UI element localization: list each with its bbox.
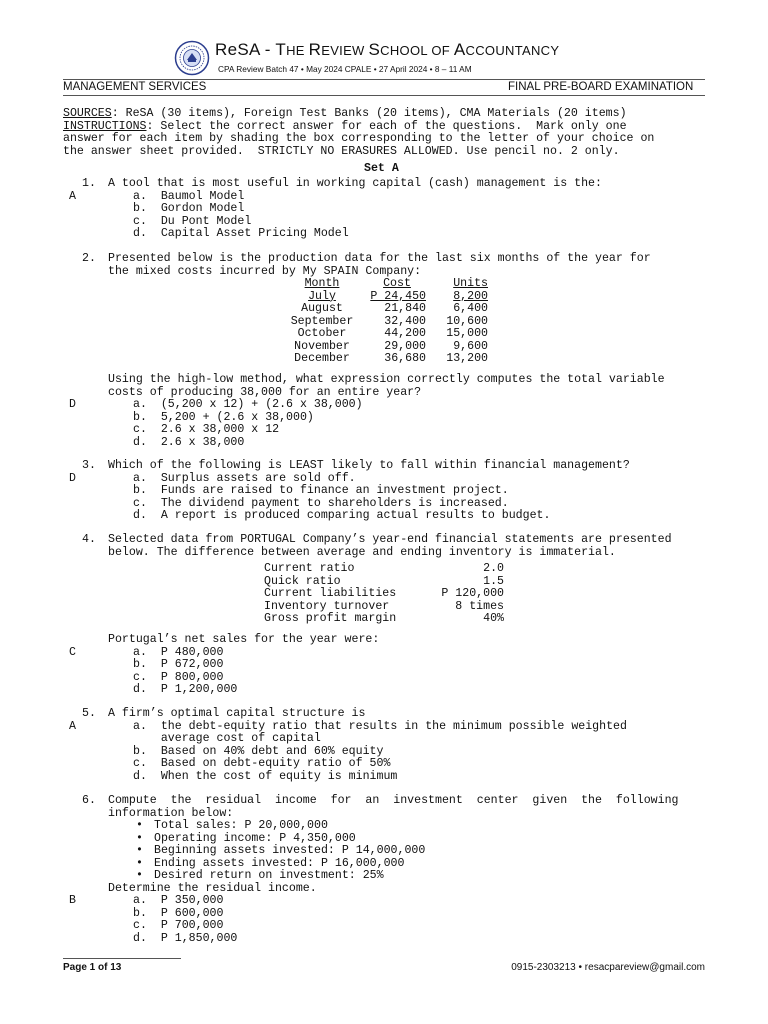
choice: b. P 600,000 — [133, 906, 224, 920]
exam-details: CPA Review Batch 47 • May 2024 CPALE • 27 April 2024 • 8 – 11 AM — [218, 64, 472, 74]
question-stem: information below: — [108, 806, 234, 820]
data-value: 40% — [483, 612, 504, 625]
table-cell: July — [308, 289, 336, 303]
bullet-icon: • — [136, 844, 143, 857]
data-value: P 120,000 — [441, 587, 504, 600]
question-stem: Which of the following is LEAST likely to fall within financial management? — [108, 459, 630, 472]
question-text: Using the high-low method, what expression correctly computes the total variable — [108, 373, 665, 386]
data-value: 1.5 — [483, 574, 504, 588]
question-number: 4. — [82, 533, 96, 546]
bullet-icon: • — [136, 869, 143, 882]
question-stem: the mixed costs incurred by My SPAIN Company: — [108, 264, 422, 278]
bullet-icon: • — [136, 856, 143, 870]
instructions-line: INSTRUCTIONS: Select the correct answer for each of the questions. Mark only one — [63, 119, 627, 133]
table-cell: September — [290, 314, 354, 328]
table-cell: 32,400 — [384, 314, 426, 328]
table-cell: November — [294, 339, 350, 353]
header-rule-top — [63, 79, 705, 80]
choice: d. P 1,200,000 — [133, 683, 238, 696]
footer-rule — [63, 958, 181, 959]
choice: c. 2.6 x 38,000 x 12 — [133, 423, 280, 436]
choice: b. Based on 40% debt and 60% equity — [133, 744, 384, 758]
answer-key: C — [69, 645, 76, 659]
exam-name: FINAL PRE-BOARD EXAMINATION — [508, 81, 694, 93]
resa-seal-icon — [174, 40, 210, 76]
choice: d. P 1,850,000 — [133, 931, 238, 945]
choice: b. P 672,000 — [133, 658, 224, 671]
contact-info: 0915-2303213 • resacpareview@gmail.com — [511, 962, 705, 973]
choice: d. Capital Asset Pricing Model — [133, 227, 349, 240]
table-cell: August — [301, 302, 343, 315]
bullet-icon: • — [136, 819, 143, 832]
choice: d. 2.6 x 38,000 — [133, 435, 245, 449]
data-label: Current liabilities — [264, 587, 397, 600]
question-stem: Selected data from PORTUGAL Company’s year-end financial statements are presented — [108, 533, 672, 546]
choice: c. Du Pont Model — [133, 214, 252, 228]
table-cell: 29,000 — [384, 339, 426, 353]
answer-key: B — [69, 894, 76, 907]
choice: a. P 480,000 — [133, 645, 224, 659]
answer-key: D — [69, 398, 76, 411]
page-number: Page 1 of 13 — [63, 962, 122, 973]
table-cell: 10,600 — [446, 314, 488, 328]
instructions-line-3: the answer sheet provided. STRICTLY NO ERASURES ALLOWED. Use pencil no. 2 only. — [63, 144, 620, 158]
instructions-line-2: answer for each item by shading the box corresponding to the letter of your choice on — [63, 132, 655, 145]
question-stem: A firm’s optimal capital structure is — [108, 707, 366, 720]
choice: a. (5,200 x 12) + (2.6 x 38,000) — [133, 398, 363, 411]
question-text: Determine the residual income. — [108, 881, 317, 895]
table-cell: 15,000 — [446, 327, 488, 340]
data-value: 8 times — [455, 599, 504, 613]
question-stem: A tool that is most useful in working capital (cash) management is the: — [108, 177, 602, 190]
choice: a. Surplus assets are sold off. — [133, 471, 356, 485]
choice: a. P 350,000 — [133, 894, 224, 907]
question-number: 3. — [82, 459, 96, 472]
question-text: costs of producing 38,000 for an entire year? — [108, 385, 422, 399]
table-cell: 13,200 — [446, 352, 488, 365]
choice: b. 5,200 + (2.6 x 38,000) — [133, 410, 314, 424]
question-stem: Presented below is the production data for the last six months of the year for — [108, 252, 651, 265]
choice: a. the debt-equity ratio that results in the minimum possible weighted — [133, 719, 627, 733]
data-label: Quick ratio — [264, 574, 341, 588]
choice: c. P 700,000 — [133, 919, 224, 932]
table-cell: 44,200 — [384, 327, 426, 340]
table-cell: 21,840 — [384, 302, 426, 315]
subject-name: MANAGEMENT SERVICES — [63, 81, 207, 93]
choice: average cost of capital — [133, 732, 321, 745]
answer-key: D — [69, 471, 76, 485]
choice: d. When the cost of equity is minimum — [133, 769, 398, 783]
question-number: 5. — [82, 707, 96, 720]
table-cell: December — [294, 352, 350, 365]
question-number: 1. — [82, 177, 96, 190]
bullet-item: Beginning assets invested: P 14,000,000 — [154, 844, 426, 857]
school-title: ReSA - THE REVIEW SCHOOL OF ACCOUNTANCY — [215, 40, 560, 59]
question-stem: Compute the residual income for an investment center given the following — [108, 794, 679, 807]
bullet-item: Operating income: P 4,350,000 — [154, 831, 356, 845]
data-value: 2.0 — [483, 562, 504, 575]
question-stem: below. The difference between average and ending inventory is immaterial. — [108, 545, 616, 559]
choice: b. Funds are raised to finance an investment project. — [133, 484, 509, 497]
question-number: 2. — [82, 252, 96, 265]
sources-line: SOURCES: ReSA (30 items), Foreign Test Banks (20 items), CMA Materials (20 items) — [63, 107, 627, 120]
table-cell: October — [297, 327, 347, 340]
choice: b. Gordon Model — [133, 202, 245, 215]
choice: d. A report is produced comparing actual results to budget. — [133, 509, 551, 522]
data-label: Gross profit margin — [264, 612, 397, 625]
table-cell: 36,680 — [384, 352, 426, 365]
set-label: Set A — [364, 162, 399, 175]
table-header: Month — [304, 277, 340, 290]
bullet-item: Desired return on investment: 25% — [154, 869, 384, 882]
table-cell: P 24,450 — [370, 289, 426, 303]
choice: c. P 800,000 — [133, 670, 224, 684]
question-text: Portugal’s net sales for the year were: — [108, 633, 380, 646]
data-label: Current ratio — [264, 562, 355, 575]
bullet-item: Ending assets invested: P 16,000,000 — [154, 856, 405, 870]
bullet-item: Total sales: P 20,000,000 — [154, 819, 328, 832]
answer-key: A — [69, 719, 76, 733]
data-label: Inventory turnover — [264, 599, 390, 613]
bullet-icon: • — [136, 831, 143, 845]
header-rule-bottom — [63, 95, 705, 96]
table-header: Units — [453, 277, 488, 290]
table-header: Cost — [383, 277, 411, 290]
choice: a. Baumol Model — [133, 189, 245, 203]
table-cell: 6,400 — [453, 302, 488, 315]
table-cell: 9,600 — [453, 339, 488, 353]
question-number: 6. — [82, 794, 96, 807]
answer-key: A — [69, 189, 76, 203]
choice: c. The dividend payment to shareholders is increased. — [133, 496, 509, 510]
choice: c. Based on debt-equity ratio of 50% — [133, 757, 391, 770]
table-cell: 8,200 — [453, 289, 488, 303]
